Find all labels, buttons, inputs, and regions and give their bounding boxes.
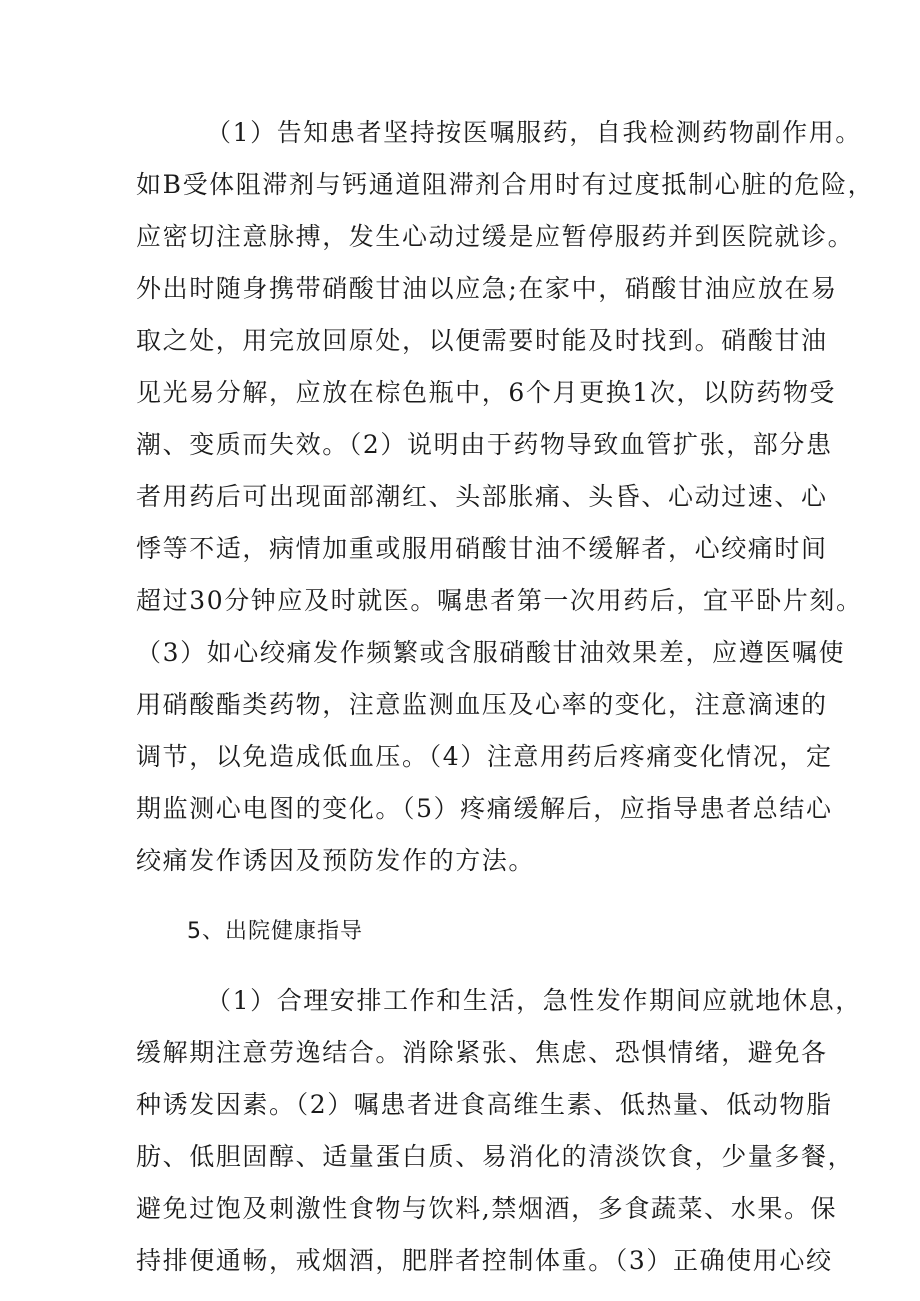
paragraph-line: 避免过饱及刺激性食物与饮料,禁烟酒，多食蔬菜、水果。保 [136, 1194, 838, 1223]
paragraph-line: 期监测心电图的变化。（5）疼痛缓解后，应指导患者总结心 [136, 794, 833, 823]
paragraph-line: 用硝酸酯类药物，注意监测血压及心率的变化，注意滴速的 [136, 690, 828, 719]
paragraph-line: 取之处，用完放回原处，以便需要时能及时找到。硝酸甘油 [136, 326, 828, 355]
paragraph-line: 调节，以免造成低血压。（4）注意用药后疼痛变化情况，定 [136, 742, 833, 771]
paragraph-line: 悸等不适，病情加重或服用硝酸甘油不缓解者，心绞痛时间 [136, 534, 828, 563]
paragraph-line: 外出时随身携带硝酸甘油以应急;在家中，硝酸甘油应放在易 [136, 274, 838, 303]
paragraph-line: 种诱发因素。（2）嘱患者进食高维生素、低热量、低动物脂 [136, 1090, 833, 1119]
section-heading: 5、出院健康指导 [187, 919, 363, 944]
paragraph-line: （3）如心绞痛发作频繁或含服硝酸甘油效果差，应遵医嘱使 [136, 638, 846, 667]
paragraph-line: 潮、变质而失效。（2）说明由于药物导致血管扩张，部分患 [136, 430, 833, 459]
paragraph-line: 应密切注意脉搏，发生心动过缓是应暂停服药并到医院就诊。 [136, 222, 855, 251]
paragraph-line: 绞痛发作诱因及预防发作的方法。 [136, 846, 536, 875]
paragraph-line: 肪、低胆固醇、适量蛋白质、易消化的清淡饮食，少量多餐， [136, 1142, 855, 1171]
paragraph-line: 超过30分钟应及时就医。嘱患者第一次用药后，宜平卧片刻。 [136, 586, 863, 615]
paragraph-line: 者用药后可出现面部潮红、头部胀痛、头昏、心动过速、心 [136, 482, 828, 511]
paragraph-line: （1）合理安排工作和生活，急性发作期间应就地休息， [206, 986, 862, 1015]
paragraph-line: 缓解期注意劳逸结合。消除紧张、焦虑、恐惧情绪，避免各 [136, 1038, 828, 1067]
paragraph-line: （1）告知患者坚持按医嘱服药，自我检测药物副作用。 [206, 118, 862, 147]
paragraph-line: 见光易分解，应放在棕色瓶中，6个月更换1次，以防药物受 [136, 378, 837, 407]
paragraph-line: 持排便通畅，戒烟酒，肥胖者控制体重。（3）正确使用心绞 [136, 1246, 833, 1275]
paragraph-line: 如B受体阻滞剂与钙通道阻滞剂合用时有过度抵制心脏的危险， [136, 170, 875, 199]
